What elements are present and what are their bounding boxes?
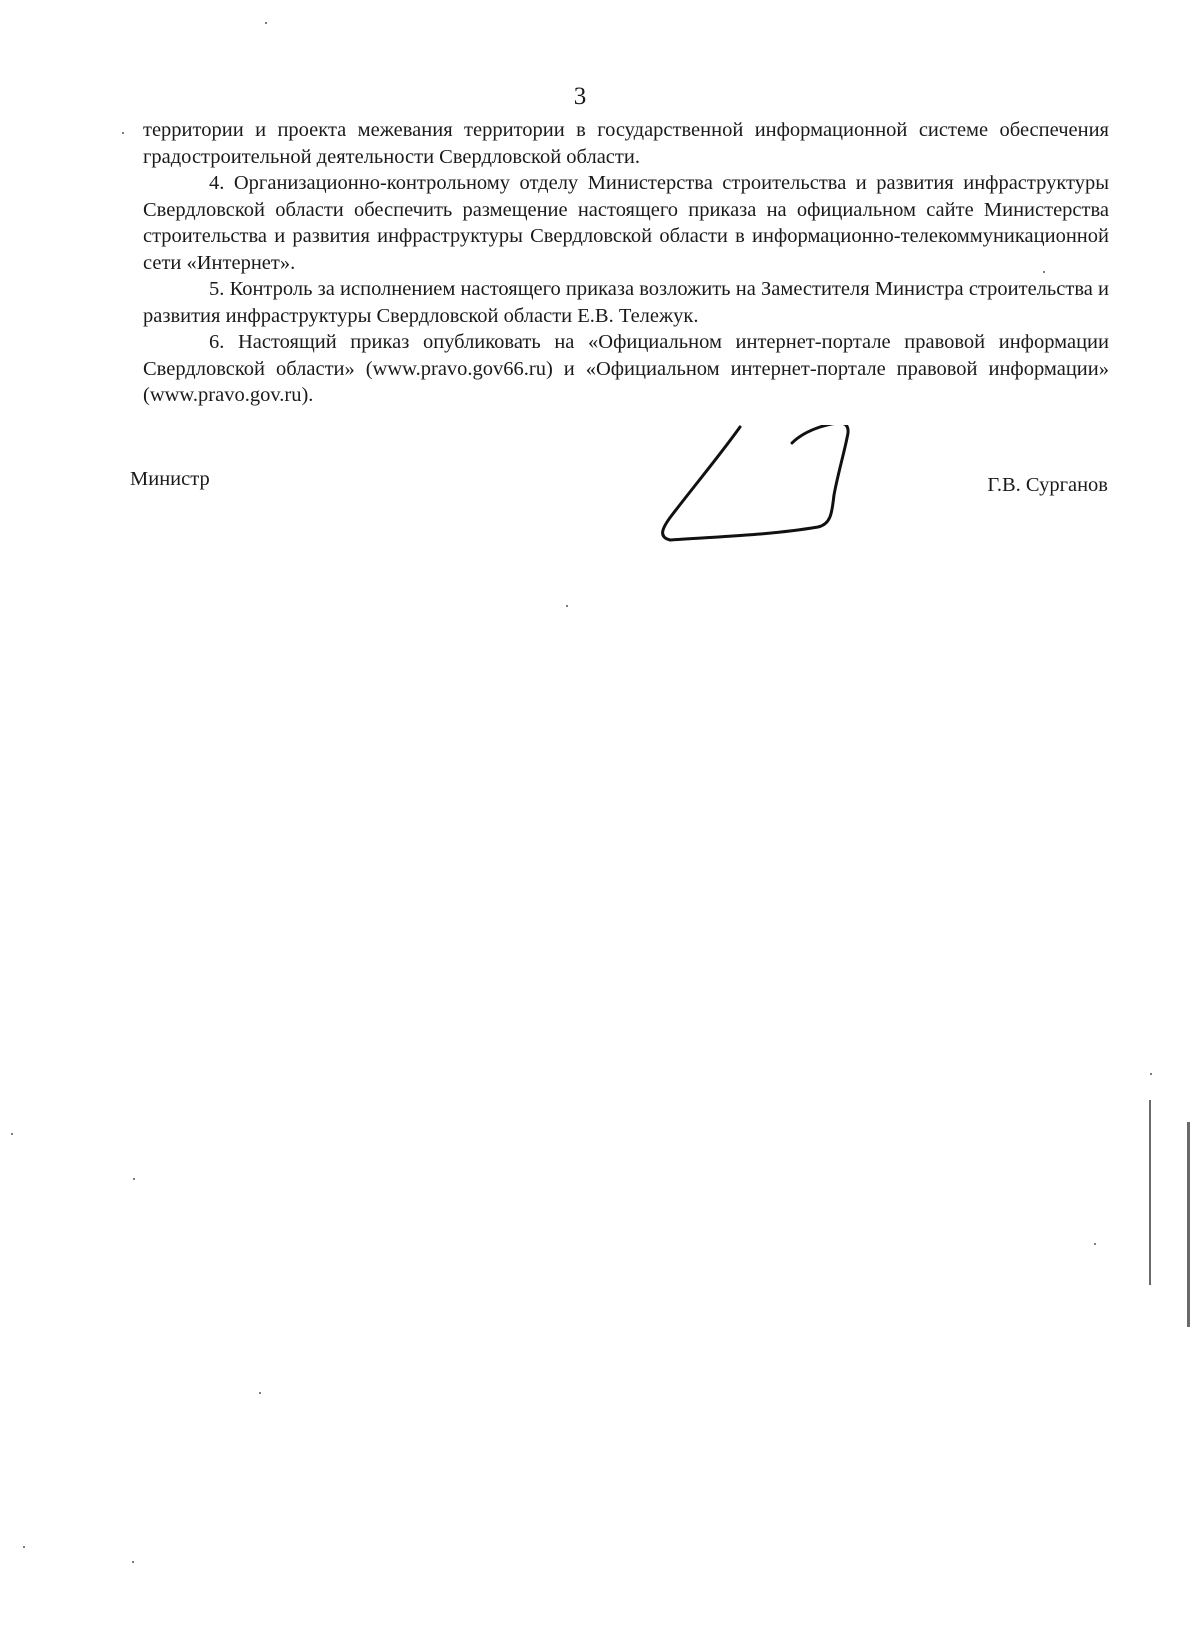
scan-edge-line bbox=[1187, 1122, 1190, 1327]
scan-speck bbox=[23, 1546, 25, 1548]
page-number: 3 bbox=[573, 83, 587, 110]
paragraph-item-6: 6. Настоящий приказ опубликовать на «Официальном интернет-портале правовой информации Свердловской области» (www.pravo.gov66.ru) и «Официальном интернет-портале правовой информации» (www.pravo.gov.ru). bbox=[143, 331, 1109, 406]
signatory-name: Г.В. Сурганов bbox=[987, 474, 1108, 496]
scan-speck bbox=[132, 1561, 134, 1563]
scan-speck bbox=[133, 1178, 135, 1180]
scan-speck bbox=[11, 1133, 13, 1135]
scan-edge-line bbox=[1149, 1100, 1151, 1285]
paragraph-item-4: 4. Организационно-контрольному отделу Министерства строительства и развития инфраструктуры Свердловской области обеспечить размещение настоящего приказа на официальном сайте Министерства строительства и развития инфраструктуры Свердловской области в информационно-телекоммуникационной сети «Интернет». bbox=[143, 172, 1109, 274]
handwritten-signature bbox=[660, 425, 890, 565]
paragraph-item-5: 5. Контроль за исполнением настоящего приказа возложить на Заместителя Министра строительства и развития инфраструктуры Свердловской области Е.В. Тележук. bbox=[143, 278, 1109, 327]
scan-speck bbox=[122, 132, 124, 134]
paragraph-continuation: территории и проекта межевания территории в государственной информационной системе обеспечения градостроительной деятельности Свердловской области. bbox=[143, 119, 1109, 168]
scan-speck bbox=[265, 22, 267, 24]
scan-speck bbox=[1094, 1243, 1096, 1245]
scan-speck bbox=[1150, 1073, 1152, 1075]
document-body bbox=[143, 117, 1109, 409]
scan-speck bbox=[259, 1392, 261, 1394]
scan-speck bbox=[566, 605, 568, 607]
scan-speck bbox=[1043, 271, 1045, 273]
signatory-title: Министр bbox=[130, 468, 210, 490]
